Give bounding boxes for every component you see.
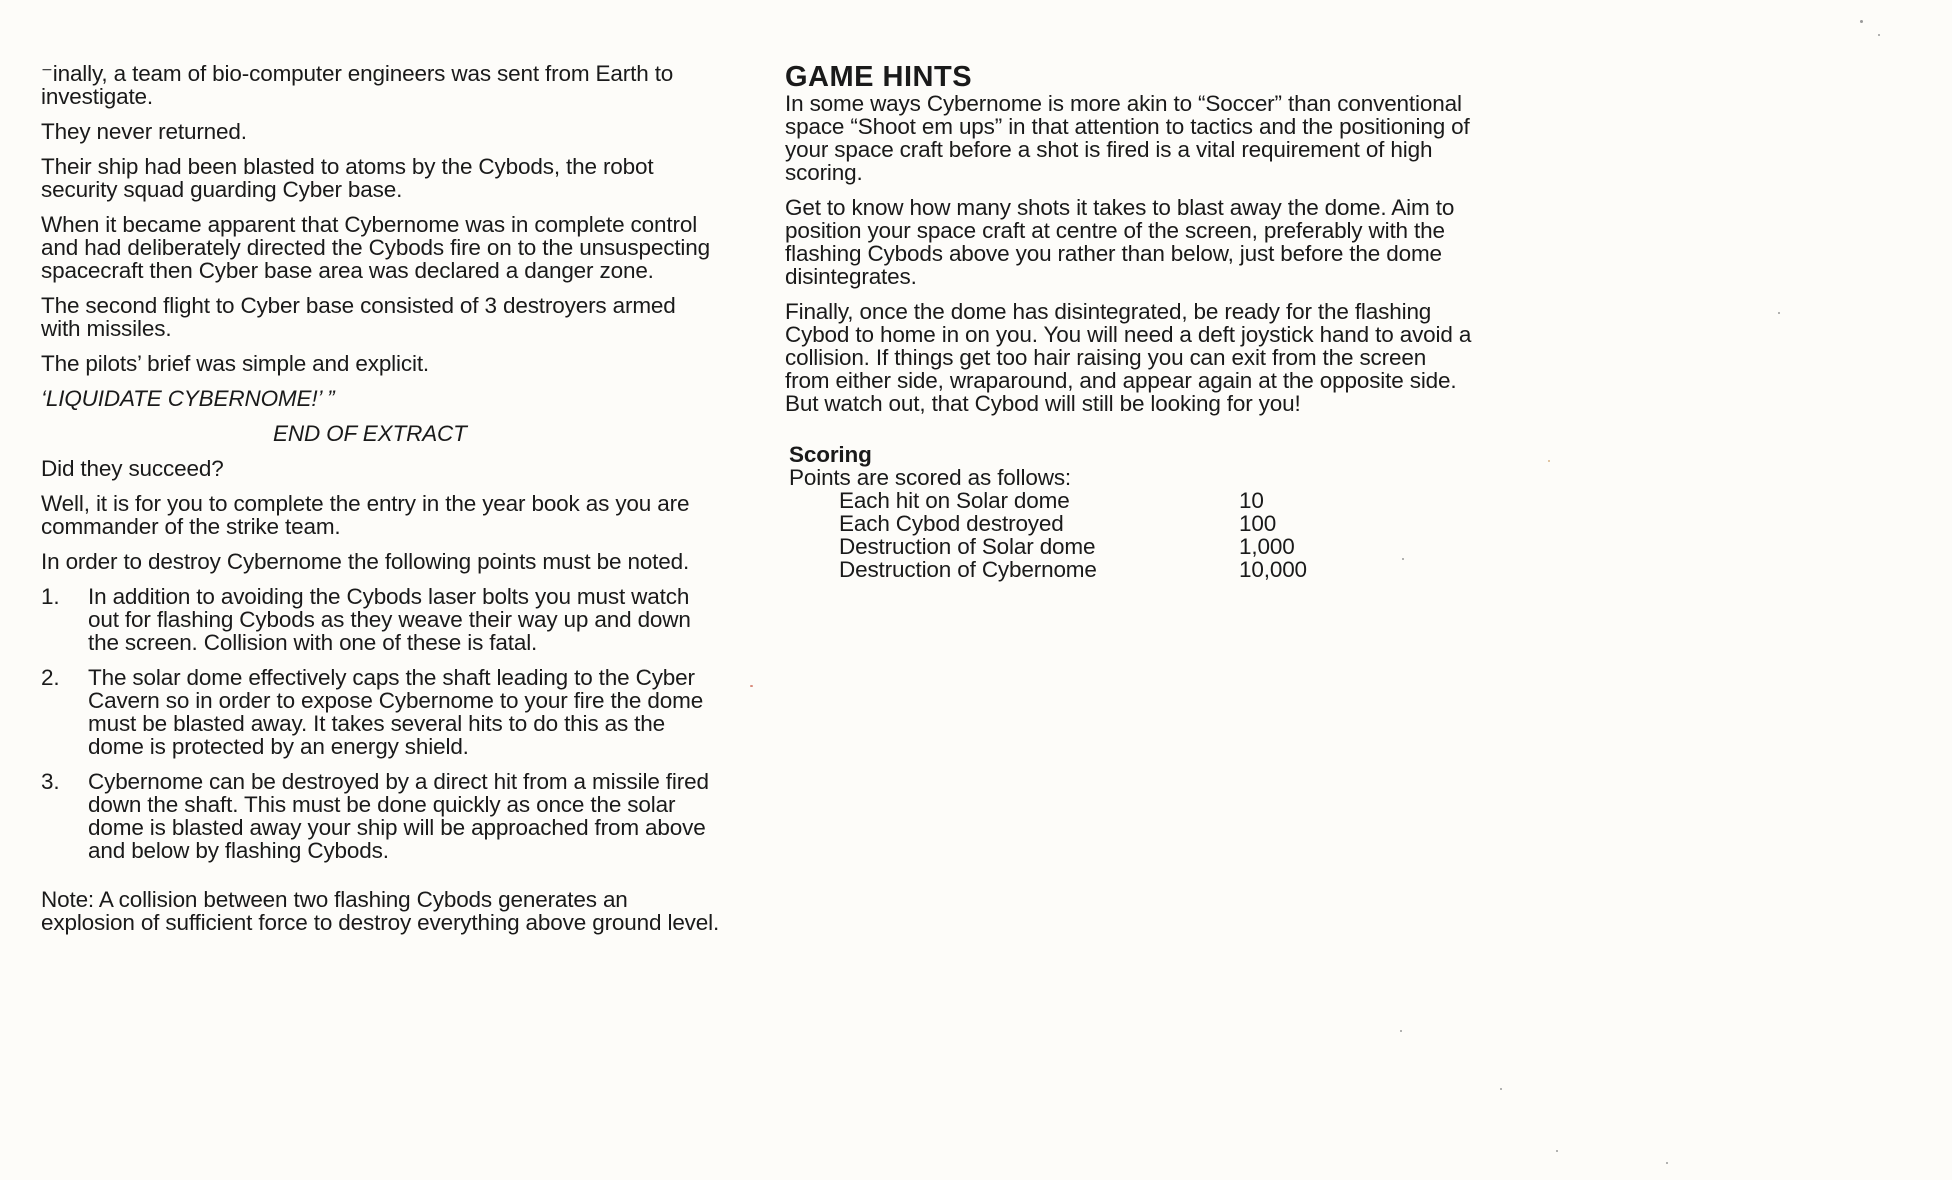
- score-row: [789, 489, 1475, 512]
- score-value: 100: [1239, 511, 1277, 536]
- hint-paragraph: Finally, once the dome has disintegrated, be ready for the flashing Cybod to home in on you. You will need a deft joystick hand to avoid a collision. If things get too hair raising you can exit from the screen from either side, wraparound, and appear again at the opposite side. But watch out, that Cybod will still be looking for you!: [785, 299, 1472, 416]
- numbered-point: [41, 585, 721, 654]
- point-number: 2.: [41, 665, 60, 690]
- quote-line: ‘LIQUIDATE CYBERNOME!’ ”: [41, 386, 335, 411]
- story-paragraph: Did they succeed?: [41, 456, 224, 481]
- score-label: Destruction of Solar dome: [839, 534, 1096, 559]
- story-paragraph: Well, it is for you to complete the entry in the year book as you are commander of the strike team.: [41, 491, 690, 539]
- scoring-intro: Points are scored as follows:: [789, 465, 1072, 490]
- score-value: 10: [1239, 488, 1264, 513]
- scan-speck: [1666, 1162, 1668, 1164]
- point-text: The solar dome effectively caps the shaft leading to the Cyber Cavern so in order to expose Cybernome to your fire the dome must be blasted away. It takes several hits to do this as the dome is protected by an energy shield.: [88, 665, 704, 759]
- point-number: 1.: [41, 584, 60, 609]
- scan-speck: [1556, 1150, 1558, 1152]
- point-number: 3.: [41, 769, 60, 794]
- end-of-extract: END OF EXTRACT: [273, 421, 467, 446]
- hint-paragraph: Get to know how many shots it takes to blast away the dome. Aim to position your space craft at centre of the screen, preferably with the flashing Cybods above you rather than below, just before the dome disintegrates.: [785, 195, 1455, 289]
- scan-speck: [1548, 460, 1550, 462]
- scan-speck: [1878, 34, 1880, 36]
- score-value: 10,000: [1239, 557, 1307, 582]
- note-paragraph: Note: A collision between two flashing Cybods generates an explosion of sufficient force to destroy everything above ground level.: [41, 887, 720, 935]
- game-hints-heading: GAME HINTS: [785, 61, 973, 93]
- score-row: [789, 512, 1475, 535]
- scan-speck: [750, 685, 753, 687]
- scan-speck: [1500, 1088, 1502, 1090]
- score-value: 1,000: [1239, 534, 1295, 559]
- left-column: [41, 62, 721, 946]
- scan-speck: [1860, 20, 1863, 23]
- story-paragraph: ⁻inally, a team of bio-computer engineers was sent from Earth to investigate.: [41, 61, 674, 109]
- scoring-section: [785, 443, 1475, 581]
- story-paragraph: They never returned.: [41, 119, 247, 144]
- score-label: Each Cybod destroyed: [839, 511, 1064, 536]
- score-label: Destruction of Cybernome: [839, 557, 1097, 582]
- score-label: Each hit on Solar dome: [839, 488, 1070, 513]
- scan-speck: [1402, 558, 1404, 560]
- point-text: Cybernome can be destroyed by a direct hit from a missile fired down the shaft. This must be done quickly as once the solar dome is blasted away your ship will be approached from above and below by flashing Cybods.: [88, 769, 709, 863]
- scoring-title: Scoring: [789, 442, 872, 467]
- score-row: [789, 558, 1475, 581]
- story-paragraph: When it became apparent that Cybernome was in complete control and had deliberately directed the Cybods fire on to the unsuspecting spacecraft then Cyber base area was declared a danger zone.: [41, 212, 710, 283]
- story-paragraph: The second flight to Cyber base consisted of 3 destroyers armed with missiles.: [41, 293, 676, 341]
- scan-speck: [1400, 1030, 1402, 1032]
- story-paragraph: Their ship had been blasted to atoms by the Cybods, the robot security squad guarding Cyber base.: [41, 154, 654, 202]
- hint-paragraph: In some ways Cybernome is more akin to “Soccer” than conventional space “Shoot em ups” in that attention to tactics and the positioning of your space craft before a shot is fired is a vital requirement of high scoring.: [785, 91, 1470, 185]
- story-paragraph: In order to destroy Cybernome the following points must be noted.: [41, 549, 690, 574]
- score-row: [789, 535, 1475, 558]
- right-column: [785, 62, 1475, 581]
- numbered-point: [41, 770, 721, 862]
- numbered-point: [41, 666, 721, 758]
- scan-speck: [1778, 312, 1780, 314]
- story-paragraph: The pilots’ brief was simple and explicit.: [41, 351, 430, 376]
- point-text: In addition to avoiding the Cybods laser bolts you must watch out for flashing Cybods as they weave their way up and down the screen. Collision with one of these is fatal.: [88, 584, 691, 655]
